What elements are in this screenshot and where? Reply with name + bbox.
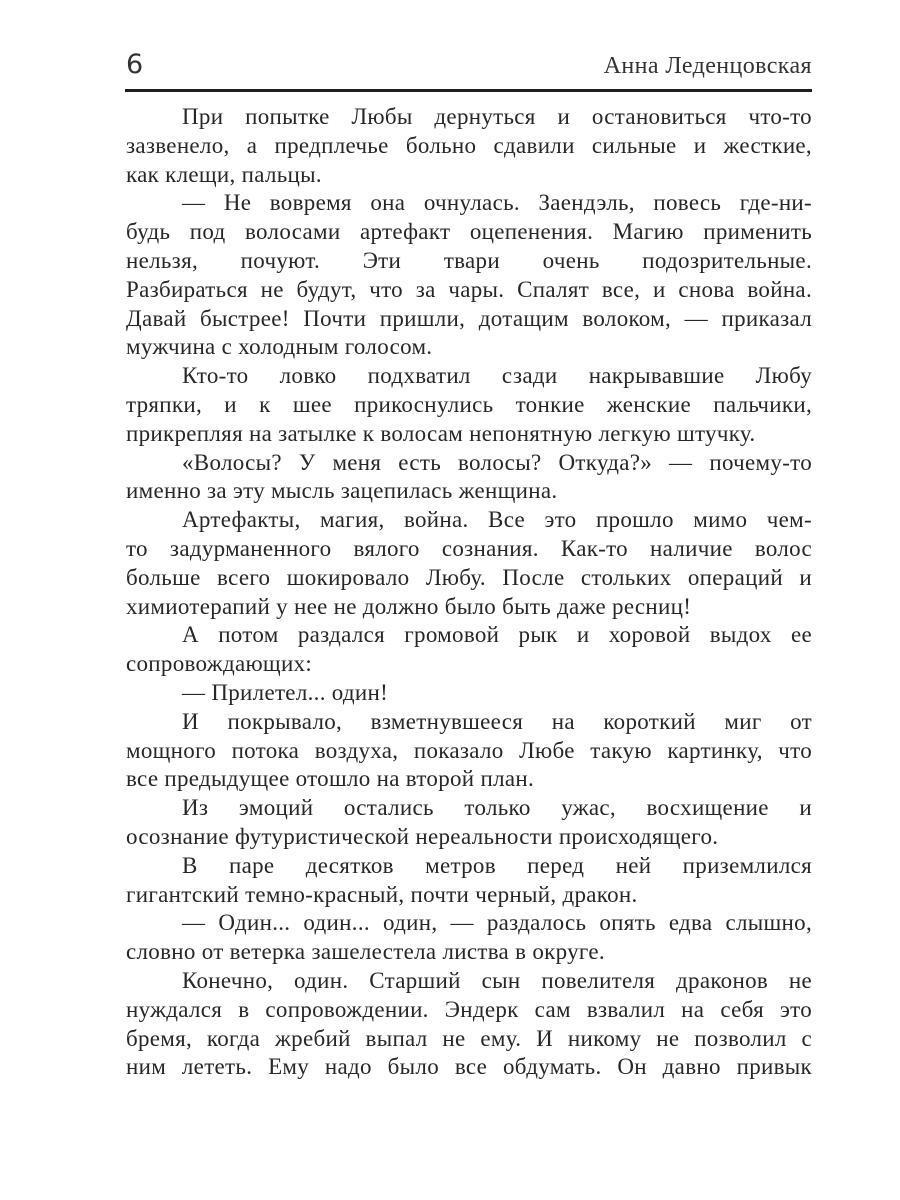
text-line: прикрепляя на затылке к волосам непонятную легкую штучку. (126, 420, 756, 446)
text-line: сопровождающих: (126, 651, 313, 677)
text-line: бремя, когда жребий выпал не ему. И никому не позволил с (126, 1025, 812, 1051)
text-line: — Один... один... один, — раздалось опять едва слышно, (182, 910, 812, 936)
paragraph (126, 362, 812, 448)
text-line: «Волосы? У меня есть волосы? Откуда?» — почему-то (182, 449, 812, 475)
paragraph (126, 506, 812, 621)
text-line: Разбираться не будут, что за чары. Спалят все, и снова война. (126, 276, 812, 302)
text-line: больше всего шокировало Любу. После стольких операций и (126, 564, 812, 590)
paragraph (126, 794, 812, 852)
text-line: Кто-то ловко подхватил сзади накрывавшие Любу (182, 363, 812, 389)
text-line: Давай быстрее! Почти пришли, дотащим волоком, — приказал (126, 305, 812, 331)
text-line: будь под волосами артефакт оцепенения. Магию применить (126, 219, 812, 245)
text-line: тряпки, и к шее прикоснулись тонкие женские пальчики, (126, 391, 812, 417)
header-rule (125, 89, 812, 92)
paragraph (126, 103, 812, 189)
paragraph (126, 909, 812, 967)
text-line: то задурманенного вялого сознания. Как-то наличие волос (126, 535, 812, 561)
paragraph (126, 189, 812, 362)
text-line: мощного потока воздуха, показало Любе такую картинку, что (126, 737, 812, 763)
text-line: Конечно, один. Старший сын повелителя драконов не (182, 967, 812, 993)
text-line: как клещи, пальцы. (126, 161, 322, 187)
text-line: все предыдущее отошло на второй план. (126, 766, 535, 792)
text-line: осознание футуристической нереальности происходящего. (126, 823, 719, 849)
text-line: нуждался в сопровождении. Эндерк сам взвалил на себя это (126, 996, 812, 1022)
text-line: зазвенело, а предплечье больно сдавили сильные и жесткие, (126, 132, 812, 158)
paragraph (126, 852, 812, 910)
text-line: А потом раздался громовой рык и хоровой выдох ее (182, 622, 812, 648)
text-line: гигантский темно-красный, почти черный, дракон. (126, 881, 638, 907)
paragraph (126, 708, 812, 794)
text-line: Артефакты, магия, война. Все это прошло мимо чем- (182, 507, 812, 533)
text-line: — Не вовремя она очнулась. Заендэль, повесь где-ни- (182, 190, 812, 216)
text-line: В паре десятков метров перед ней приземлился (182, 852, 812, 878)
running-head-author: Анна Леденцовская (603, 53, 812, 79)
text-line: мужчина с холодным голосом. (126, 334, 433, 360)
text-line: именно за эту мысль зацепилась женщина. (126, 478, 558, 504)
text-line: — Прилетел... один! (182, 679, 389, 705)
text-line: словно от ветерка зашелестела листва в округе. (126, 939, 605, 965)
text-line: Из эмоций остались только ужас, восхищение и (182, 795, 812, 821)
text-line: При попытке Любы дернуться и остановиться что-то (182, 104, 812, 129)
text-line: ним лететь. Ему надо было все обдумать. Он давно привык (126, 1054, 812, 1080)
page-number: 6 (126, 49, 144, 80)
text-line: И покрывало, взметнувшееся на короткий миг от (182, 708, 812, 734)
page-body (126, 103, 812, 1082)
paragraph (126, 621, 812, 679)
paragraph (126, 449, 812, 507)
text-line: нельзя, почуют. Эти твари очень подозрительные. (126, 247, 812, 273)
running-header (126, 50, 812, 81)
text-line: химиотерапий у нее не должно было быть даже ресниц! (126, 593, 692, 619)
paragraph (126, 967, 812, 1082)
paragraph (126, 679, 812, 708)
